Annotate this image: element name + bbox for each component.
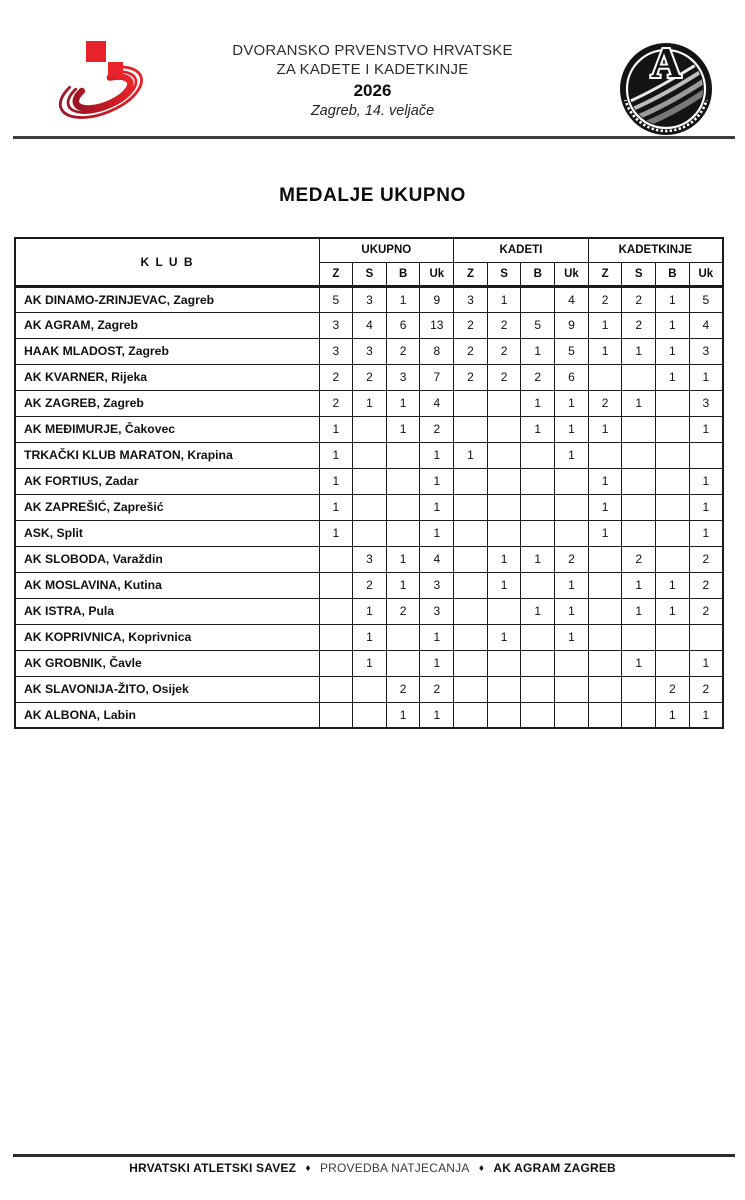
medal-count-cell [454,468,488,494]
medal-count-cell [454,702,488,728]
medal-count-cell: 2 [386,676,420,702]
medal-col-header-uk: Uk [689,262,723,286]
club-name-cell: AK AGRAM, Zagreb [15,312,319,338]
medal-count-cell [487,520,521,546]
medal-count-cell: 1 [689,494,723,520]
diamond-separator-icon: ♦ [478,1163,485,1174]
medal-count-cell [319,676,353,702]
medal-count-cell [656,546,690,572]
medal-count-cell [622,494,656,520]
medal-count-cell [555,494,589,520]
table-row [15,312,723,338]
medal-col-header-z: Z [454,262,488,286]
medal-count-cell: 1 [689,520,723,546]
club-name-cell: AK ZAPREŠIĆ, Zaprešić [15,494,319,520]
medal-count-cell [454,416,488,442]
club-name-cell: AK ALBONA, Labin [15,702,319,728]
medal-col-header-uk: Uk [420,262,454,286]
table-row [15,442,723,468]
medal-count-cell: 1 [656,572,690,598]
medal-count-cell [555,520,589,546]
medal-count-cell: 1 [555,390,589,416]
medal-count-cell [622,702,656,728]
medal-count-cell [622,442,656,468]
medal-count-cell: 1 [656,286,690,312]
medal-count-cell: 1 [319,494,353,520]
medal-count-cell [319,572,353,598]
table-row [15,650,723,676]
medal-count-cell [454,676,488,702]
medal-count-cell [588,650,622,676]
club-name-cell: AK KVARNER, Rijeka [15,364,319,390]
medal-count-cell [588,702,622,728]
medal-count-cell: 4 [555,286,589,312]
medal-count-cell: 2 [588,390,622,416]
medal-count-cell [521,624,555,650]
medal-count-cell: 5 [319,286,353,312]
table-row [15,286,723,312]
medal-count-cell [386,442,420,468]
medal-count-cell: 1 [487,546,521,572]
medal-count-cell [487,494,521,520]
medal-col-header-z: Z [319,262,353,286]
medal-count-cell [521,286,555,312]
medal-col-header-b: B [656,262,690,286]
club-name-cell: AK MEĐIMURJE, Čakovec [15,416,319,442]
group-header-kadeti: KADETI [454,238,589,262]
table-row [15,520,723,546]
medal-count-cell: 1 [386,286,420,312]
medal-count-cell: 1 [656,312,690,338]
medal-count-cell [386,650,420,676]
table-row [15,598,723,624]
medal-count-cell [487,442,521,468]
club-name-cell: AK ZAGREB, Zagreb [15,390,319,416]
club-name-cell: AK ISTRA, Pula [15,598,319,624]
medal-count-cell [487,416,521,442]
medal-count-cell [319,624,353,650]
meet-title-line1: DVORANSKO PRVENSTVO HRVATSKE [232,42,513,59]
medal-count-cell [656,416,690,442]
medal-count-cell: 5 [689,286,723,312]
medal-count-cell: 1 [689,650,723,676]
medal-count-cell: 6 [386,312,420,338]
medal-count-cell [319,650,353,676]
medal-count-cell: 2 [386,598,420,624]
medal-col-header-uk: Uk [555,262,589,286]
medal-count-cell [656,390,690,416]
medal-count-cell: 1 [420,624,454,650]
header-divider-rule [13,136,735,139]
medal-count-cell: 1 [656,702,690,728]
medal-count-cell: 9 [555,312,589,338]
medal-count-cell: 1 [454,442,488,468]
medal-count-cell [521,520,555,546]
medal-count-cell: 2 [420,416,454,442]
medal-col-header-s: S [487,262,521,286]
medal-count-cell: 3 [420,572,454,598]
medal-count-cell [588,546,622,572]
medal-count-cell: 3 [454,286,488,312]
medal-count-cell [689,442,723,468]
medal-count-cell [353,520,387,546]
medal-count-cell: 1 [521,546,555,572]
medal-count-cell [454,494,488,520]
medal-count-cell [588,624,622,650]
medal-count-cell [622,676,656,702]
medal-count-cell: 2 [386,338,420,364]
medal-count-cell: 1 [386,416,420,442]
group-header-kadetkinje: KADETKINJE [588,238,723,262]
table-row [15,702,723,728]
medal-count-cell: 1 [319,442,353,468]
medal-count-cell: 1 [319,520,353,546]
medal-count-cell: 2 [521,364,555,390]
medal-count-cell: 2 [353,364,387,390]
medal-col-header-s: S [622,262,656,286]
footer-host-club: AK AGRAM ZAGREB [493,1161,616,1175]
table-row [15,364,723,390]
medal-count-cell: 1 [689,702,723,728]
medal-count-cell [656,624,690,650]
medal-count-cell [521,702,555,728]
medal-count-cell [353,494,387,520]
medal-count-cell [487,468,521,494]
medal-count-cell: 1 [622,598,656,624]
medal-count-cell [555,650,589,676]
meet-venue-date: Zagreb, 14. veljače [310,103,435,119]
medal-count-cell [588,598,622,624]
medal-count-cell [353,676,387,702]
medal-count-cell: 3 [319,338,353,364]
medal-table-body [15,286,723,728]
medal-col-header-b: B [521,262,555,286]
medal-count-cell: 1 [353,624,387,650]
medal-count-cell: 3 [420,598,454,624]
club-name-cell: AK MOSLAVINA, Kutina [15,572,319,598]
medal-count-cell: 4 [689,312,723,338]
medal-count-cell [319,546,353,572]
medal-count-cell: 7 [420,364,454,390]
medal-count-cell [487,598,521,624]
medal-count-cell: 5 [521,312,555,338]
footer-divider-rule [13,1154,735,1157]
medal-count-cell: 3 [353,338,387,364]
medal-count-cell: 8 [420,338,454,364]
medal-count-cell [487,650,521,676]
medal-count-cell: 1 [420,702,454,728]
medal-count-cell: 1 [588,416,622,442]
medal-count-cell: 1 [521,338,555,364]
medal-count-cell: 1 [487,624,521,650]
medal-count-cell [521,494,555,520]
medal-count-cell: 2 [689,676,723,702]
medal-count-cell: 2 [319,390,353,416]
medal-count-cell: 1 [588,312,622,338]
medal-count-cell: 1 [386,572,420,598]
medal-col-header-b: B [386,262,420,286]
footer-middle-text: PROVEDBA NATJECANJA [319,1161,470,1175]
medal-count-cell: 1 [656,598,690,624]
medal-count-cell: 1 [521,598,555,624]
medal-count-cell [487,702,521,728]
medal-count-cell [656,442,690,468]
medal-count-cell: 13 [420,312,454,338]
medal-count-cell [454,572,488,598]
table-row [15,468,723,494]
table-row [15,416,723,442]
medal-col-header-z: Z [588,262,622,286]
klub-column-header: K L U B [15,238,319,286]
medal-count-cell [689,624,723,650]
club-emblem-icon [616,37,716,137]
medal-count-cell [319,702,353,728]
medal-count-cell: 3 [353,286,387,312]
medal-count-cell [521,468,555,494]
medal-count-cell [454,520,488,546]
medal-count-cell: 9 [420,286,454,312]
medal-count-cell: 2 [487,312,521,338]
medal-count-cell [454,390,488,416]
medal-count-cell [386,520,420,546]
medal-count-cell: 2 [454,312,488,338]
medal-count-cell: 1 [386,546,420,572]
table-row [15,546,723,572]
medal-count-cell: 2 [487,364,521,390]
medal-count-cell: 1 [521,390,555,416]
medal-table-container [14,237,724,729]
medal-count-cell [353,468,387,494]
section-title: MEDALJE UKUPNO [279,185,466,206]
medal-count-cell: 1 [555,416,589,442]
medal-count-cell: 1 [420,494,454,520]
medal-count-cell [656,494,690,520]
club-name-cell: HAAK MLADOST, Zagreb [15,338,319,364]
medal-count-cell: 1 [353,598,387,624]
medal-count-cell: 1 [588,338,622,364]
medal-count-cell: 3 [353,546,387,572]
table-row [15,572,723,598]
medal-count-cell [521,650,555,676]
medal-count-cell [588,572,622,598]
club-name-cell: AK FORTIUS, Zadar [15,468,319,494]
medal-count-cell: 2 [353,572,387,598]
table-row [15,390,723,416]
medal-count-cell: 1 [656,364,690,390]
medal-count-cell: 1 [622,650,656,676]
medal-count-cell [622,416,656,442]
medal-count-cell [521,442,555,468]
medal-count-cell [386,494,420,520]
medal-count-cell [521,572,555,598]
medal-count-cell: 4 [353,312,387,338]
medal-count-cell [555,676,589,702]
medal-count-cell: 2 [622,312,656,338]
medal-count-cell: 2 [588,286,622,312]
table-row [15,676,723,702]
medal-count-cell: 1 [555,572,589,598]
medal-count-cell [454,598,488,624]
medal-count-cell: 1 [386,702,420,728]
medal-count-cell: 1 [353,650,387,676]
medal-count-cell: 1 [319,416,353,442]
medal-count-cell: 1 [353,390,387,416]
medal-count-cell [454,546,488,572]
meet-title-line2: ZA KADETE I KADETKINJE [276,61,469,78]
medal-count-cell: 2 [555,546,589,572]
medal-count-cell: 1 [689,364,723,390]
medal-count-cell [386,468,420,494]
medal-count-cell: 4 [420,390,454,416]
medal-count-cell: 1 [622,572,656,598]
medal-count-cell [656,520,690,546]
medal-count-cell [622,364,656,390]
medal-count-cell: 3 [386,364,420,390]
medal-count-cell [555,702,589,728]
table-row [15,494,723,520]
medal-count-cell [555,468,589,494]
medal-count-cell [454,624,488,650]
medal-count-cell: 3 [319,312,353,338]
medal-count-cell [454,650,488,676]
medal-count-cell: 1 [386,390,420,416]
club-name-cell: AK DINAMO-ZRINJEVAC, Zagreb [15,286,319,312]
medal-count-cell: 1 [622,390,656,416]
medal-count-cell: 2 [656,676,690,702]
medal-count-cell [353,442,387,468]
club-letter: A [650,41,682,87]
medal-count-cell: 1 [487,572,521,598]
medal-count-cell: 1 [420,520,454,546]
table-row [15,338,723,364]
medal-count-cell: 1 [555,598,589,624]
medal-count-cell: 2 [622,286,656,312]
medal-count-cell: 2 [689,572,723,598]
medal-count-cell: 1 [555,442,589,468]
medal-count-cell: 2 [622,546,656,572]
medal-count-cell: 2 [420,676,454,702]
medal-count-cell: 1 [689,416,723,442]
medal-count-cell: 5 [555,338,589,364]
club-name-cell: AK GROBNIK, Čavle [15,650,319,676]
medal-col-header-s: S [353,262,387,286]
medal-count-cell: 3 [689,338,723,364]
medal-count-cell: 2 [454,338,488,364]
medal-count-cell [622,468,656,494]
club-name-cell: TRKAČKI KLUB MARATON, Krapina [15,442,319,468]
medal-count-cell: 1 [555,624,589,650]
medal-count-cell: 1 [588,468,622,494]
medal-count-cell [487,676,521,702]
medal-count-cell [656,468,690,494]
ak-agram-club-logo [616,37,716,137]
medal-count-cell [353,416,387,442]
medal-count-cell: 1 [420,468,454,494]
medal-count-cell [622,520,656,546]
diamond-separator-icon: ♦ [305,1163,311,1174]
document-footer [0,1161,745,1175]
medal-count-cell: 2 [454,364,488,390]
medal-count-cell [588,364,622,390]
medal-count-cell: 2 [319,364,353,390]
medal-count-cell [622,624,656,650]
medal-count-cell: 3 [689,390,723,416]
medal-count-cell: 1 [420,650,454,676]
medal-count-cell: 2 [689,546,723,572]
medal-count-cell [319,598,353,624]
medal-count-cell [521,676,555,702]
medal-table [14,237,724,729]
medal-count-cell [656,650,690,676]
medal-count-cell: 1 [588,520,622,546]
medal-count-cell: 2 [689,598,723,624]
medal-count-cell: 1 [588,494,622,520]
medal-count-cell: 1 [689,468,723,494]
table-row [15,624,723,650]
medal-count-cell: 1 [521,416,555,442]
meet-year: 2026 [353,81,392,100]
group-header-row [15,238,723,262]
club-name-cell: AK SLAVONIJA-ŽITO, Osijek [15,676,319,702]
medal-count-cell: 1 [420,442,454,468]
footer-federation: HRVATSKI ATLETSKI SAVEZ [129,1161,297,1175]
medal-count-cell: 6 [555,364,589,390]
medal-count-cell [588,442,622,468]
medal-count-cell [487,390,521,416]
club-name-cell: AK KOPRIVNICA, Koprivnica [15,624,319,650]
medal-count-cell: 4 [420,546,454,572]
medal-count-cell: 2 [487,338,521,364]
club-name-cell: ASK, Split [15,520,319,546]
medal-count-cell: 1 [487,286,521,312]
medal-count-cell: 1 [622,338,656,364]
medal-count-cell [386,624,420,650]
medal-count-cell [588,676,622,702]
group-header-ukupno: UKUPNO [319,238,454,262]
medal-count-cell: 1 [656,338,690,364]
club-name-cell: AK SLOBODA, Varaždin [15,546,319,572]
medal-count-cell: 1 [319,468,353,494]
medal-count-cell [353,702,387,728]
